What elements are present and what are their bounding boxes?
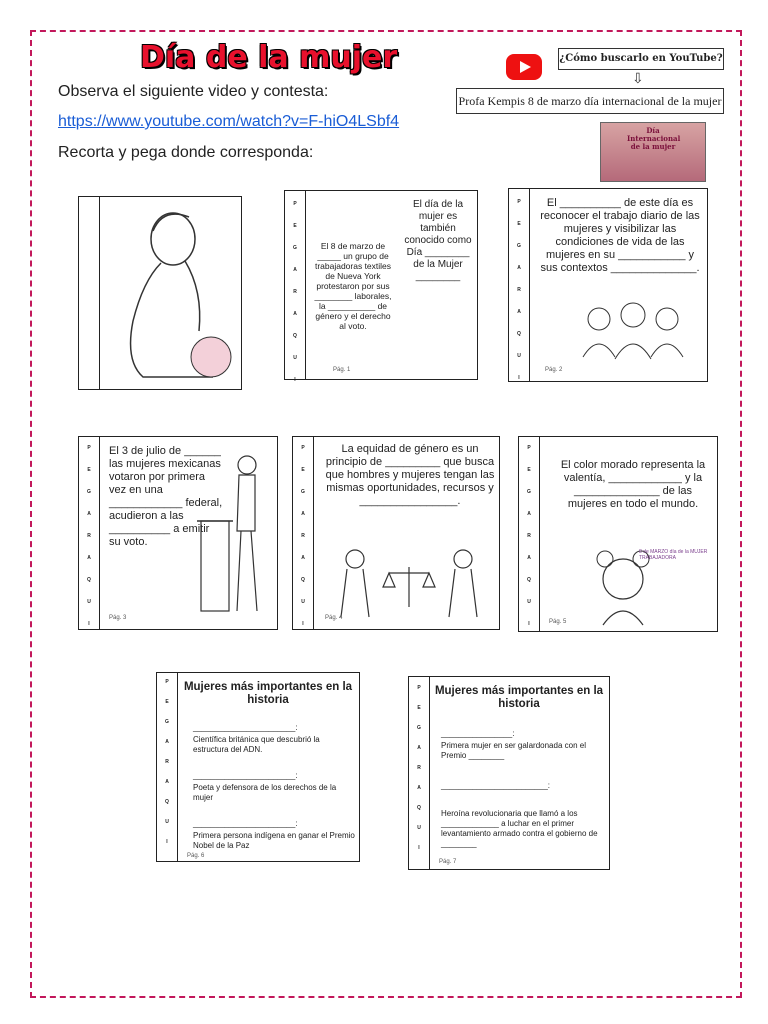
strip-letter: Q (517, 331, 521, 337)
card-page-1 (284, 190, 478, 383)
woman-description: Primera mujer en ser galardonada con el Premio ________ (441, 741, 586, 760)
strip-letter: U (87, 599, 91, 605)
card-6-heading: Mujeres más importantes en la historia (183, 681, 353, 706)
card-5-text: El color morado representa la valentía, ____________ y la ______________ de las mujeres en todo el mundo. (560, 459, 706, 510)
strip-letter: A (301, 511, 305, 517)
arrow-down-icon: ⇩ (632, 70, 644, 86)
watch-instruction: Observa el siguiente video y contesta: (58, 83, 329, 100)
video-thumbnail[interactable] (600, 122, 706, 182)
strip-letter: E (417, 705, 421, 711)
page-number: Pág. 4 (325, 615, 343, 621)
card-strip (509, 189, 530, 381)
strip-letter: E (301, 467, 305, 473)
card-strip (157, 673, 178, 861)
strip-letter: E (517, 221, 521, 227)
thumbnail-title: Día Internacional de la mujer (627, 126, 681, 151)
page-number: Pág. 1 (333, 367, 351, 373)
strip-letter: U (301, 599, 305, 605)
strip-letter: R (165, 759, 169, 765)
strip-letter: A (165, 739, 169, 745)
strip-letter: Q (527, 577, 531, 583)
name-blank: _______________________: (193, 723, 298, 732)
name-blank: ________________: (441, 729, 515, 738)
strip-letter: I (294, 377, 296, 383)
strip-letter: A (301, 555, 305, 561)
card-strip (285, 191, 306, 383)
strip-letter: P (527, 445, 531, 451)
strip-letter: U (417, 825, 421, 831)
card-1-left-text: El 8 de marzo de _____ un grupo de trabajadoras textiles de Nueva York protestaron por sus ________ laborales, la __________ de género y el derecho al voto. (314, 241, 392, 331)
strip-letter: A (517, 309, 521, 315)
woman-description: Primera persona indígena en ganar el Premio Nobel de la Paz (193, 831, 355, 850)
strip-letter: R (293, 289, 297, 295)
card-page-3 (78, 436, 278, 630)
search-phrase-box: Profa Kempis 8 de marzo día internacional de la mujer (456, 88, 724, 114)
strip-letter: E (527, 467, 531, 473)
strip-letter: E (165, 699, 169, 705)
card-4-text: La equidad de género es un principio de _________ que busca que hombres y mujeres tengan las mismas oportunidades, recursos y ________________. (325, 443, 495, 507)
card-page-7 (408, 676, 610, 870)
strip-letter: R (417, 765, 421, 771)
strip-letter: Q (87, 577, 91, 583)
strip-letter: U (165, 819, 169, 825)
cut-instruction: Recorta y pega donde corresponda: (58, 144, 314, 161)
card-7-heading: Mujeres más importantes en la historia (434, 685, 604, 710)
card-page-4 (292, 436, 500, 630)
strip-letter: R (517, 287, 521, 293)
strip-letter: P (417, 685, 421, 691)
strip-letter: A (293, 267, 297, 273)
strip-letter: G (517, 243, 521, 249)
page-title: Día de la mujer (140, 40, 398, 75)
name-blank: _______________________: (193, 819, 298, 828)
card-page-6 (156, 672, 360, 862)
card-strip (409, 677, 430, 869)
card-strip (79, 437, 100, 629)
strip-letter: P (165, 679, 169, 685)
strip-letter: G (527, 489, 531, 495)
strip-letter: I (302, 621, 304, 627)
strip-letter: G (301, 489, 305, 495)
strip-letter: I (166, 839, 168, 845)
card-strip (519, 437, 540, 631)
strip-letter: A (527, 555, 531, 561)
card-cover (78, 196, 242, 390)
page-number: Pág. 5 (549, 619, 567, 625)
strip-letter: G (87, 489, 91, 495)
card-1-right-text: El día de la mujer es también conocido como Día ________ de la Mujer ________ (404, 199, 472, 282)
strip-letter: G (293, 245, 297, 251)
woman-meditating-illustration (103, 201, 237, 385)
strip-letter: U (293, 355, 297, 361)
woman-description: Poeta y defensora de los derechos de la mujer (193, 783, 337, 802)
card-page-2 (508, 188, 708, 382)
strip-letter: R (87, 533, 91, 539)
march-8-badge: 8 de MARZO día de la MUJER TRABAJADORA (639, 549, 708, 561)
strip-letter: I (88, 621, 90, 627)
strip-letter: A (165, 779, 169, 785)
strip-letter: R (527, 533, 531, 539)
name-blank: _______________________: (193, 771, 298, 780)
video-link[interactable]: https://www.youtube.com/watch?v=F-hiO4LSbf4 (58, 113, 400, 130)
strip-letter: G (417, 725, 421, 731)
strip-letter: I (528, 621, 530, 627)
card-2-text: El __________ de este día es reconocer el trabajo diario de las mujeres y visibilizar las condiciones de vida de las mujeres en su ___________ y sus contextos ______________. (540, 197, 700, 274)
strip-letter: U (527, 599, 531, 605)
strip-letter: A (527, 511, 531, 517)
strip-letter: I (418, 845, 420, 851)
strip-letter: A (417, 785, 421, 791)
strip-letter: A (87, 511, 91, 517)
strip-letter: Q (165, 799, 169, 805)
youtube-play-icon[interactable] (506, 54, 542, 80)
page-number: Pág. 2 (545, 367, 563, 373)
woman-description: Heroína revolucionaria que llamó a los _____________ a luchar en el primer levantamiento armado contra el gobierno de ________ (441, 809, 598, 848)
strip-letter: P (87, 445, 91, 451)
strip-letter: Q (417, 805, 421, 811)
strip-letter: E (87, 467, 91, 473)
page-number: Pág. 3 (109, 615, 127, 621)
strip-letter: A (517, 265, 521, 271)
equality-scale-illustration (329, 547, 489, 621)
strip-letter: U (517, 353, 521, 359)
strip-letter: Q (301, 577, 305, 583)
strip-letter: R (301, 533, 305, 539)
page-number: Pág. 7 (439, 859, 457, 865)
strip-letter: I (518, 375, 520, 381)
strip-letter: A (293, 311, 297, 317)
card-strip (79, 197, 100, 389)
page-number: Pág. 6 (187, 853, 205, 859)
card-3-text: El 3 de julio de ______ las mujeres mexicanas votaron por primera vez en una ____________ federal, acudieron a las __________ a emitir su voto. (109, 445, 223, 548)
strip-letter: A (417, 745, 421, 751)
woman-description: Científica británica que descubrió la estructura del ADN. (193, 735, 320, 754)
strip-letter: E (293, 223, 297, 229)
three-women-illustration (573, 297, 693, 367)
strip-letter: G (165, 719, 169, 725)
strip-letter: Q (293, 333, 297, 339)
strip-letter: P (301, 445, 305, 451)
card-page-5 (518, 436, 718, 632)
name-blank: ________________________: (441, 781, 551, 790)
how-to-search-box: ¿Cómo buscarlo en YouTube? (558, 48, 724, 70)
strip-letter: A (87, 555, 91, 561)
card-strip (293, 437, 314, 629)
strip-letter: P (293, 201, 297, 207)
woman-voting-illustration (197, 451, 275, 625)
strip-letter: P (517, 199, 521, 205)
